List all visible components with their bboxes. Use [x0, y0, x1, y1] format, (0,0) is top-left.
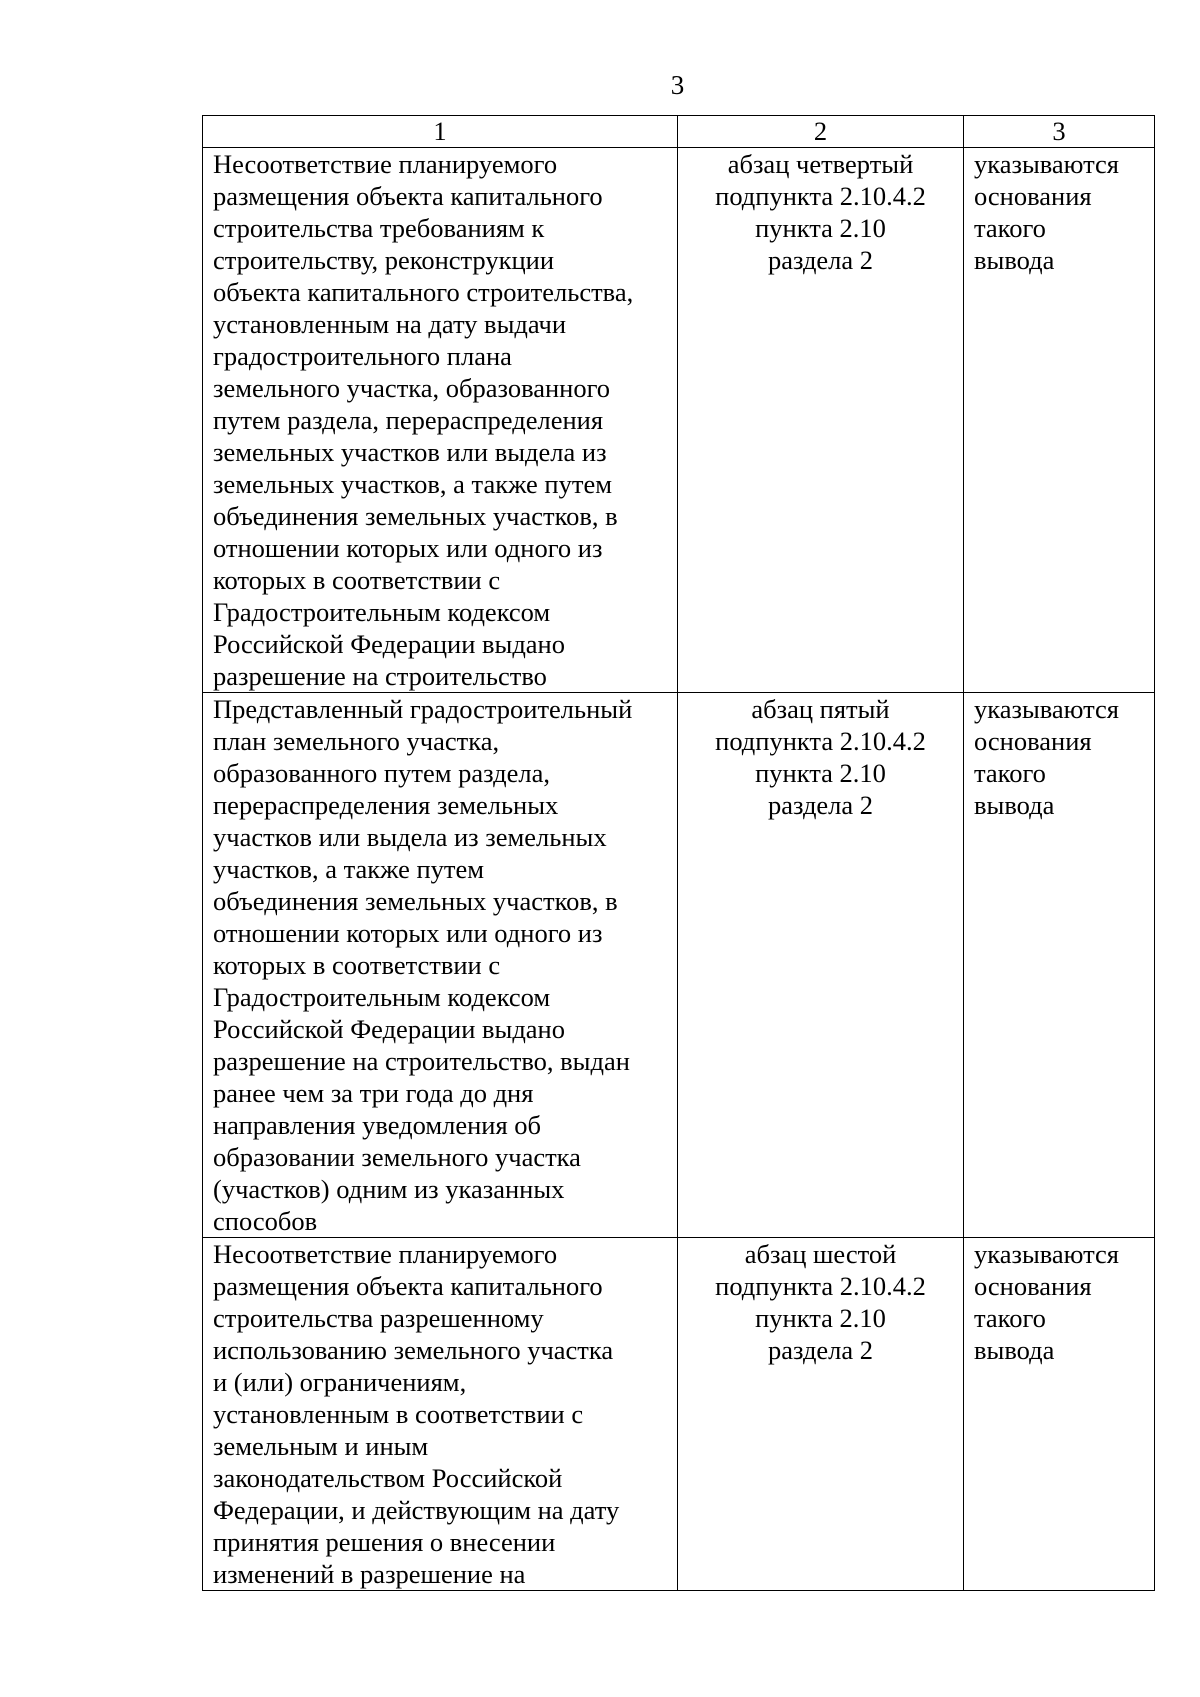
- table-row: [203, 1238, 1155, 1591]
- row-basis-note: указываются основания такого вывода: [964, 693, 1155, 1238]
- row-basis-note: указываются основания такого вывода: [964, 148, 1155, 693]
- row-condition-text: Представленный градостроительный план земельного участка, образованного путем раздела, перераспределения земельных участков или выдела из земельных участков, а также путем объединения земельных участков, в отношении которых или одного из которых в соответствии с Градостроительным кодексом Российской Федерации выдано разрешение на строительство, выдан ранее чем за три года до дня направления уведомления об образовании земельного участка (участков) одним из указанных способов: [203, 693, 678, 1238]
- row-condition-text: Несоответствие планируемого размещения объекта капитального строительства разрешенному использованию земельного участка и (или) ограничениям, установленным в соответствии с земельным и иным законодательством Российской Федерации, и действующим на дату принятия решения о внесении изменений в разрешение на: [203, 1238, 678, 1591]
- page-number: 3: [670, 70, 685, 100]
- column-header-1: 1: [203, 116, 678, 148]
- row-legal-reference: абзац пятый подпункта 2.10.4.2 пункта 2.10 раздела 2: [678, 693, 964, 1238]
- column-header-3: 3: [964, 116, 1155, 148]
- row-condition-text: Несоответствие планируемого размещения объекта капитального строительства требованиям к строительству, реконструкции объекта капитального строительства, установленным на дату выдачи градостроительного плана земельного участка, образованного путем раздела, перераспределения земельных участков или выдела из земельных участков, а также путем объединения земельных участков, в отношении которых или одного из которых в соответствии с Градостроительным кодексом Российской Федерации выдано разрешение на строительство: [203, 148, 678, 693]
- row-basis-note: указываются основания такого вывода: [964, 1238, 1155, 1591]
- table-header-row: [203, 116, 1155, 148]
- row-legal-reference: абзац четвертый подпункта 2.10.4.2 пункта 2.10 раздела 2: [678, 148, 964, 693]
- table-row: [203, 693, 1155, 1238]
- row-legal-reference: абзац шестой подпункта 2.10.4.2 пункта 2.10 раздела 2: [678, 1238, 964, 1591]
- column-header-2: 2: [678, 116, 964, 148]
- table-row: [203, 148, 1155, 693]
- document-table: [202, 115, 1155, 1591]
